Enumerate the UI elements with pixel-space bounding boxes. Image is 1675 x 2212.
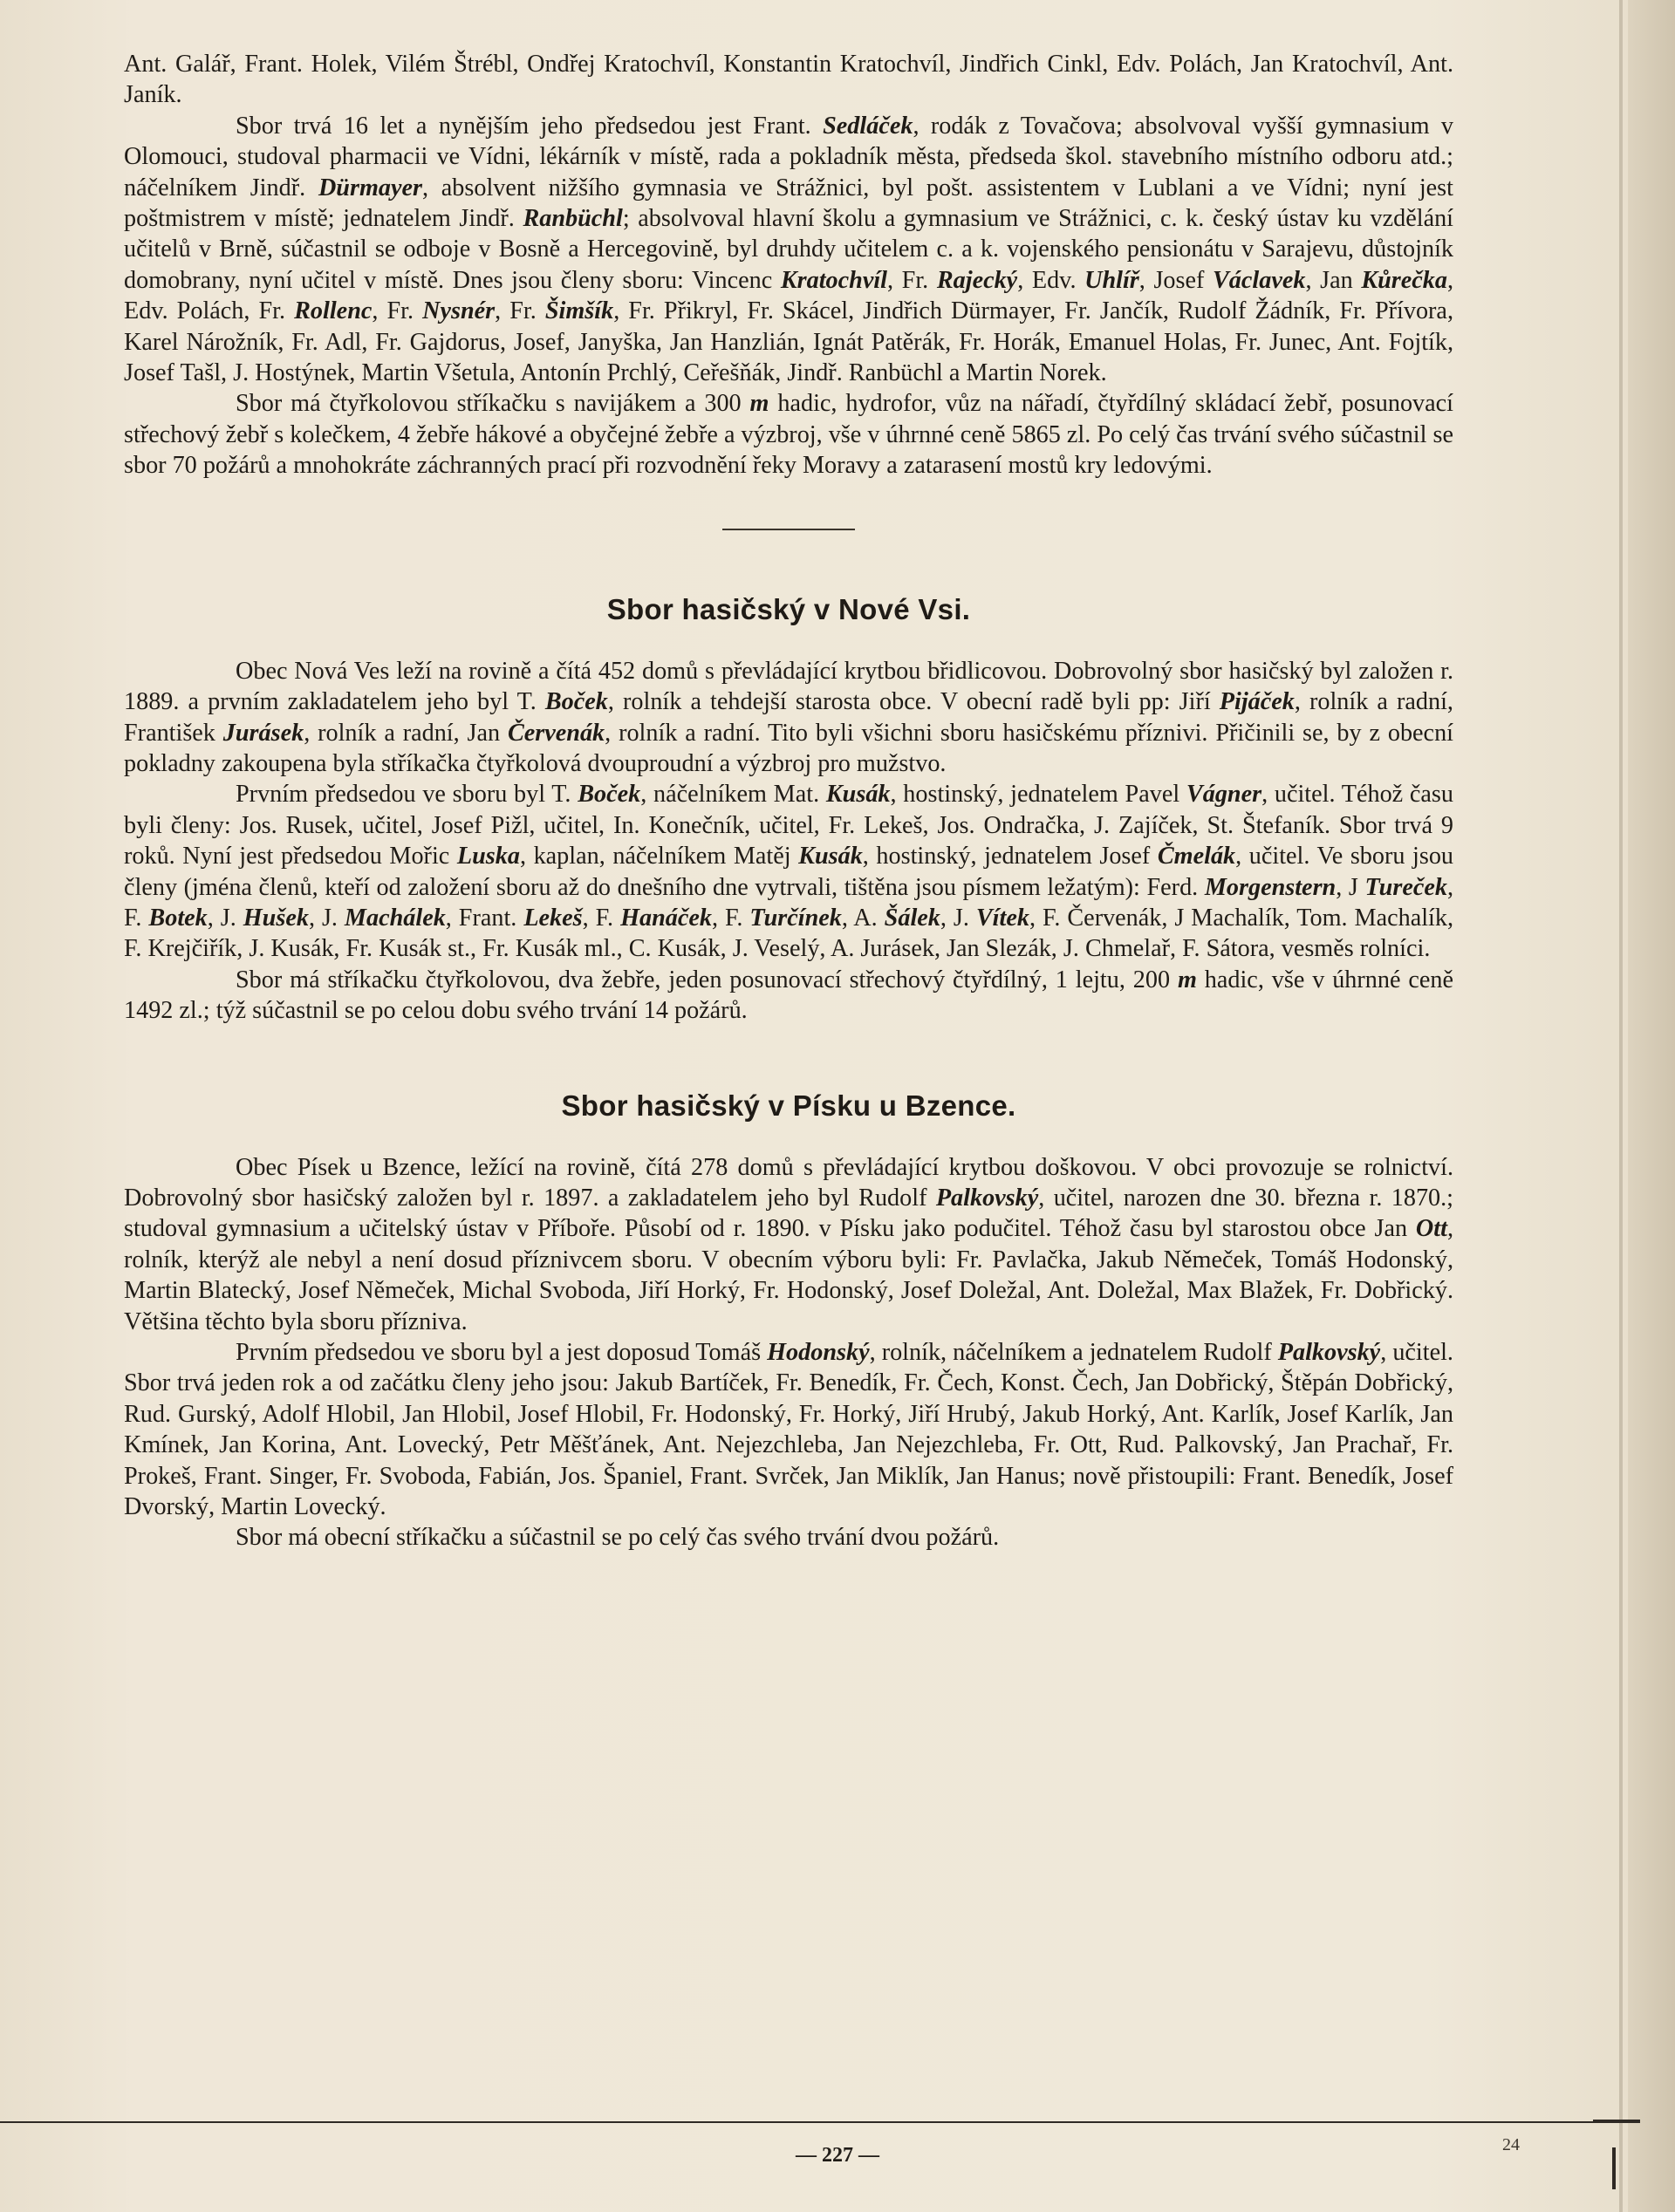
emphasized-name: Šálek	[884, 904, 940, 932]
emphasized-name: Hanáček	[620, 904, 712, 932]
emphasized-name: Kusák	[825, 781, 891, 809]
emphasized-name: Uhlíř	[1084, 266, 1139, 294]
emphasized-name: Jurásek	[222, 719, 304, 747]
emphasized-name: Hušek	[243, 904, 309, 932]
emphasized-name: Boček	[544, 688, 608, 716]
emphasized-name: Pijáček	[1219, 688, 1295, 716]
emphasized-name: Čmelák	[1157, 843, 1236, 870]
nova-ves-paragraph-1: Obec Nová Ves leží na rovině a čítá 452 domů s převládající krytbou břidlicovou. Dobrovolný sbor hasičský byl založen r. 1889. a prvním zakladatelem jeho byl T. Boček, rolník a tehdejší starosta obce. V obecní radě byli pp: Jiří Pijáček, rolník a radní, František Jurásek, rolník a radní, Jan Červenák, rolník a radní. Tito byli všichni sboru hasičskému příznivi. Přičinili se, by z obecní pokladny zakoupena byla stříkačka čtyřkolová dvouproudní a výzbroj pro mužstvo.	[124, 657, 1453, 777]
pisek-paragraph-1: Obec Písek u Bzence, ležící na rovině, čítá 278 domů s převládající krytbou doškovou. V obci provozuje se rolnictví. Dobrovolný sbor hasičský založen byl r. 1897. a zakladatelem jeho byl Rudolf Palkovský, učitel, narozen dne 30. března r. 1870.; studoval gymnasium a učitelský ústav v Příboře. Působí od r. 1890. v Písku jako podučitel. Téhož času byl starostou obce Jan Ott, rolník, kterýž ale nebyl a není dosud příznivcem sboru. V obecním výboru byli: Fr. Pavlačka, Jakub Němeček, Tomáš Hodonský, Martin Blatecký, Josef Němeček, Michal Svoboda, Jiří Horký, Fr. Hodonský, Josef Doležal, Ant. Doležal, Max Blažek, Fr. Dobřický. Většina těchto byla sboru příznivа.	[124, 1153, 1454, 1335]
emphasized-name: Hodonský	[767, 1339, 870, 1366]
emphasized-name: Václavek	[1213, 266, 1306, 294]
emphasized-name: Turčínek	[749, 904, 842, 932]
section-divider	[722, 529, 855, 530]
emphasized-name: Červenák	[507, 719, 605, 747]
section-title-nova-ves: Sbor hasičský v Nové Vsi.	[606, 592, 971, 625]
nova-ves-paragraph-3: Sbor má stříkačku čtyřkolovou, dva žebře, jeden posunovací střechový čtyřdílný, 1 lejtu, 200 m hadic, vše v úhrnné ceně 1492 zl.; týž súčastnil se po celou dobu svého trvání 14 požárů.	[124, 966, 1453, 1025]
emphasized-name: Ranbüchl	[523, 205, 623, 233]
emphasized-name: Rollenc	[294, 297, 373, 325]
emphasized-name: Tureček	[1364, 873, 1447, 901]
sheet-number: 24	[1502, 2135, 1520, 2154]
binding-edge	[1619, 0, 1623, 2212]
pisek-paragraph-2: Prvním předsedou ve sboru byl a jest doposud Tomáš Hodonský, rolník, náčelníkem a jednatelem Rudolf Palkovský, učitel. Sbor trvá jeden rok a od začátku členy jeho jsou: Jakub Bartíček, Fr. Benedík, Fr. Čech, Konst. Čech, Jan Dobřický, Štěpán Dobřický, Rud. Gurský, Adolf Hlobil, Jan Hlobil, Josef Hlobil, Fr. Hodonský, Fr. Horký, Jiří Hrubý, Jakub Horký, Ant. Karlík, Josef Karlík, Jan Kmínek, Jan Korina, Ant. Lovecký, Petr Měšťánek, Ant. Nejezchleba, Jan Nejezchleba, Fr. Ott, Rud. Palkovský, Jan Prachař, Fr. Prokeš, Frant. Singer, Fr. Svoboda, Fabián, Jos. Španiel, Frant. Svrček, Jan Miklík, Jan Hanus; nově přistoupili: Frant. Benedík, Josef Dvorský, Martin Lovecký.	[124, 1339, 1453, 1521]
page-number: — 227 —	[796, 2144, 879, 2167]
footer-rule	[0, 2121, 1640, 2123]
emphasized-name: Machálek	[344, 904, 446, 932]
section-title-pisek: Sbor hasičský v Písku u Bzence.	[561, 1089, 1016, 1122]
intro-paragraph-1: Sbor trvá 16 let a nynějším jeho předsedou jest Frant. Sedláček, rodák z Tovačova; absolvoval vyšší gymnasium v Olomouci, studoval pharmacii ve Vídni, lékárník v místě, rada a pokladník města, předseda škol. stavebního místního odboru atd.; náčelníkem Jindř. Dürmayer, absolvent nižšího gymnasia ve Strážnici, byl pošt. assistentem v Lublani a ve Vídni; nyní jest poštmistrem v místě; jednatelem Jindř. Ranbüchl; absolvoval hlavní školu a gymnasium ve Strážnici, c. k. český ústav ku vzdělání učitelů v Brně, súčastnil se odboje v Bosně a Hercegovině, byl druhdy učitelem c. a k. vojenského pensionátu v Sarajevu, důstojník domobrany, nyní učitel v místě. Dnes jsou členy sboru: Vincenc Kratochvíl, Fr. Rajecký, Edv. Uhlíř, Josef Václavek, Jan Kůrečka, Edv. Polách, Fr. Rollenc, Fr. Nysnér, Fr. Šimšík, Fr. Přikryl, Fr. Skácel, Jindřich Dürmayer, Fr. Jančík, Rudolf Žádník, Fr. Přívora, Karel Nárožník, Fr. Adl, Fr. Gajdorus, Josef, Janyška, Jan Hanzlián, Ignát Patěrák, Fr. Horák, Emanuel Holas, Fr. Junec, Ant. Fojtík, Josef Tašl, J. Hostýnek, Martin Všetula, Antonín Prchlý, Ceřešňák, Jindř. Ranbüchl a Martin Norek.	[124, 112, 1454, 387]
emphasized-name: m	[1177, 966, 1197, 993]
intro-paragraph-tail: Ant. Galář, Frant. Holek, Vilém Štrébl, Ondřej Kratochvíl, Konstantin Kratochvíl, Jindřich Cinkl, Edv. Polách, Jan Kratochvíl, Ant. Janík.	[124, 51, 1453, 109]
pisek-paragraph-3: Sbor má obecní stříkačku a súčastnil se po celý čas svého trvání dvou požárů.	[236, 1524, 1000, 1552]
emphasized-name: Kratochvíl	[780, 266, 887, 294]
binding-edge-shadow	[1628, 0, 1675, 2212]
emphasized-name: Palkovský	[1277, 1339, 1381, 1366]
emphasized-name: Dürmayer	[318, 174, 422, 201]
emphasized-name: Rajecký	[936, 266, 1018, 294]
emphasized-name: Luska	[456, 843, 520, 870]
text-column	[124, 49, 1453, 1553]
emphasized-name: Palkovský	[935, 1184, 1039, 1212]
emphasized-name: m	[749, 390, 769, 418]
emphasized-name: Šimšík	[544, 297, 614, 325]
footer-rule-end	[1593, 2120, 1640, 2122]
emphasized-name: Sedláček	[823, 112, 913, 140]
emphasized-name: Kusák	[798, 843, 863, 870]
intro-paragraph-2: Sbor má čtyřkolovou stříkačku s navijákem a 300 m hadic, hydrofor, vůz na nářadí, čtyřdílný skládací žebř, posunovací střechový žebř s kolečkem, 4 žebře hákové a obyčejné žebře a výzbroj, vše v úhrnné ceně 5865 zl. Po celý čas trvání svého súčastnil se sbor 70 požárů a mnohokráte záchranných prací při rozvodnění řeky Moravy a zatarasení mostů kry ledovými.	[124, 390, 1453, 480]
emphasized-name: Botek	[148, 904, 208, 932]
emphasized-name: Ott	[1415, 1215, 1447, 1243]
emphasized-name: Lekeš	[523, 904, 583, 932]
emphasized-name: Boček	[578, 781, 641, 809]
emphasized-name: Kůrečka	[1361, 266, 1447, 294]
emphasized-name: Nysnér	[422, 297, 496, 325]
nova-ves-paragraph-2: Prvním předsedou ve sboru byl T. Boček, náčelníkem Mat. Kusák, hostinský, jednatelem Pavel Vágner, učitel. Téhož času byli členy: Jos. Rusek, učitel, Josef Pižl, učitel, In. Konečník, učitel, Fr. Lekeš, Jos. Ondračka, J. Zajíček, St. Štefaník. Sbor trvá 9 roků. Nyní jest předsedou Mořic Luska, kaplan, náčelníkem Matěj Kusák, hostinský, jednatelem Josef Čmelák, učitel. Ve sboru jsou členy (jména členů, kteří od založení sboru až do dnešního dne vytrvali, tištěna jsou písmem ležatým): Ferd. Morgenstern, J Tureček, F. Botek, J. Hušek, J. Machálek, Frant. Lekeš, F. Hanáček, F. Turčínek, A. Šálek, J. Vítek, F. Červenák, J Machalík, Tom. Machalík, F. Krejčiřík, J. Kusák, Fr. Kusák st., Fr. Kusák ml., C. Kusák, J. Veselý, A. Jurásek, Jan Slezák, J. Chmelař, F. Sátora, vesměs rolníci.	[124, 781, 1454, 963]
emphasized-name: Morgenstern	[1204, 873, 1337, 901]
emphasized-name: Vágner	[1186, 781, 1262, 809]
emphasized-name: Vítek	[975, 904, 1029, 932]
